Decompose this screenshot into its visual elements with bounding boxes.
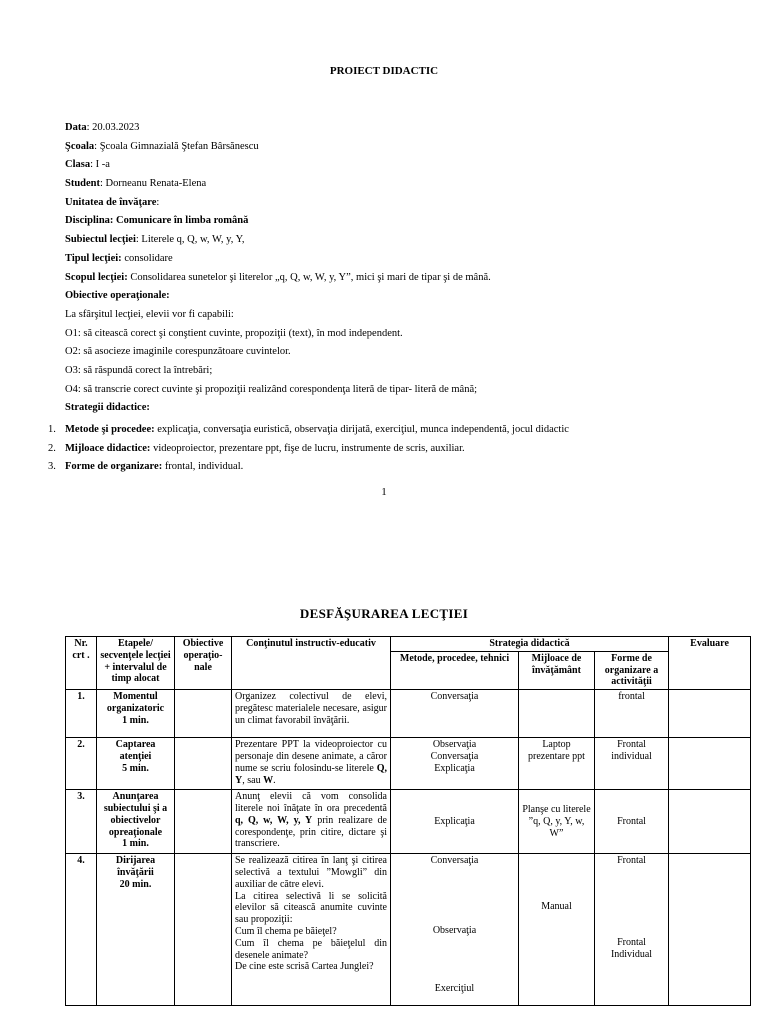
row-continut: Prezentare PPT la videoproiector cu personaje din desene animate, a căror nume se scriu folosindu-se literele Q, Y, sau W. [232,738,391,790]
row-evaluare [669,738,751,790]
header-nr: Nr. crt . [66,637,97,690]
info-line-objective-o3: O3: să răspundă corect la întrebări; [65,364,213,376]
table-row [66,790,751,854]
strategy-item: 3. Forme de organizare: frontal, individual. [48,461,244,473]
info-line-objective-o2: O2: să asocieze imaginile corespunzătoare cuvintelor. [65,346,291,358]
row-metode: Conversaţia Observaţia Exerciţiul [391,854,519,1006]
header-forme: Forme de organizare a activităţii [595,651,669,689]
info-line-subject: Subiectul lecţiei: Literele q, Q, w, W, y, Y, [65,234,245,246]
info-line-scope: Scopul lecţiei: Consolidarea sunetelor şi literelor „q, Q, w, W, y, Y”, mici şi mari de tipar şi de mână. [65,271,491,283]
row-etapa: Anunţarea subiectului şi a obiectivelor opreaţionale 1 min. [97,790,175,854]
row-obiective [175,854,232,1006]
row-obiective [175,690,232,738]
row-nr: 4. [66,854,97,1006]
info-line-objectives-heading: Obiective operaţionale: [65,290,170,302]
row-evaluare [669,854,751,1006]
info-line-objective-o4: O4: să transcrie corect cuvinte şi propoziţii realizând corespondenţa literă de tipar- literă de mână; [65,383,478,395]
header-continut: Conţinutul instructiv-educativ [232,637,391,690]
header-mijloace: Mijloace de învăţământ [519,651,595,689]
strategies-list [48,423,748,479]
row-forme: Frontal individual [595,738,669,790]
row-mijloace [519,690,595,738]
row-mijloace: Manual [519,854,595,1006]
header-etape: Etapele/ secvenţele lecţiei + intervalul de timp alocat [97,637,175,690]
info-line-date: Data: 20.03.2023 [65,122,140,133]
row-etapa: Momentul organizatoric 1 min. [97,690,175,738]
header-metode: Metode, procedee, tehnici [391,651,519,689]
lesson-section-title: DESFĂŞURAREA LECŢIEI [299,606,469,621]
info-line-student: Student: Dorneanu Renata-Elena [65,178,207,190]
row-continut: Se realizează citirea în lanţ şi citirea selectivă a textului ”Mowgli” din auxiliar de către elevi. La citirea selectivă li se solicită elevilor să citească anumite cuvinte sau propoziţii: Cum îl chema pe băieţel? Cum îl chema pe băieţelul din desenele animate? De cine este scrisă Cartea Junglei? [232,854,391,1006]
row-evaluare [669,690,751,738]
row-forme: frontal [595,690,669,738]
header-evaluare: Evaluare [669,637,751,690]
strategy-item: 1. Metode şi procedee: explicaţia, conversaţia euristică, observaţia dirijată, exerciţiul, munca independentă, jocul didactic [48,424,569,435]
row-obiective [175,738,232,790]
info-line-objective-o1: O1: să citească corect şi conştient cuvinte, propoziţii (text), în mod independent. [65,327,403,339]
row-nr: 2. [66,738,97,790]
row-evaluare [669,790,751,854]
row-etapa: Dirijarea învăţării 20 min. [97,854,175,1006]
row-continut: Anunţ elevii că vom consolida literele noi înăţate în ora precedentă q, Q, w, W, y, Y prin realizare de corespondenţe, prin citire, dictare şi transcriere. [232,790,391,854]
info-line-discipline: Disciplina: Comunicare în limba română [65,215,249,227]
row-forme: Frontal [595,790,669,854]
table-header-row [66,637,751,652]
info-line-school: Şcoala: Şcoala Gimnazială Ştefan Bârsănescu [65,140,259,152]
table-row [66,690,751,738]
info-line-class: Clasa: I -a [65,159,110,171]
table-row [66,854,751,1006]
info-line-objectives-intro: La sfârşitul lecţiei, elevii vor fi capabili: [65,308,234,320]
header-strategia: Strategia didactică [391,637,669,652]
row-metode: Observaţia Conversaţia Explicaţia [391,738,519,790]
table-row [66,738,751,790]
row-continut: Organizez colectivul de elevi, pregătesc materialele necesare, asigur un climat favorabil învăţării. [232,690,391,738]
row-metode: Explicaţia [391,790,519,854]
info-line-lesson-type: Tipul lecţiei: consolidare [65,252,173,264]
row-mijloace: Planşe cu literele ”q, Q, y, Y, w, W” [519,790,595,854]
row-mijloace: Laptop prezentare ppt [519,738,595,790]
row-etapa: Captarea atenţiei 5 min. [97,738,175,790]
strategy-item: 2. Mijloace didactice: videoproiector, prezentare ppt, fişe de lucru, instrumente de scris, auxiliar. [48,442,465,454]
lesson-table [65,636,751,1006]
document-title: PROIECT DIDACTIC [329,65,439,77]
row-metode: Conversaţia [391,690,519,738]
info-line-unit: Unitatea de învăţare: [65,196,160,208]
project-info [65,121,745,420]
row-forme: Frontal Frontal Individual [595,854,669,1006]
row-nr: 1. [66,690,97,738]
header-obiective: Obiective operaţio- nale [175,637,232,690]
page-number: 1 [381,486,387,498]
row-obiective [175,790,232,854]
info-line-strategies-heading: Strategii didactice: [65,402,150,414]
row-nr: 3. [66,790,97,854]
